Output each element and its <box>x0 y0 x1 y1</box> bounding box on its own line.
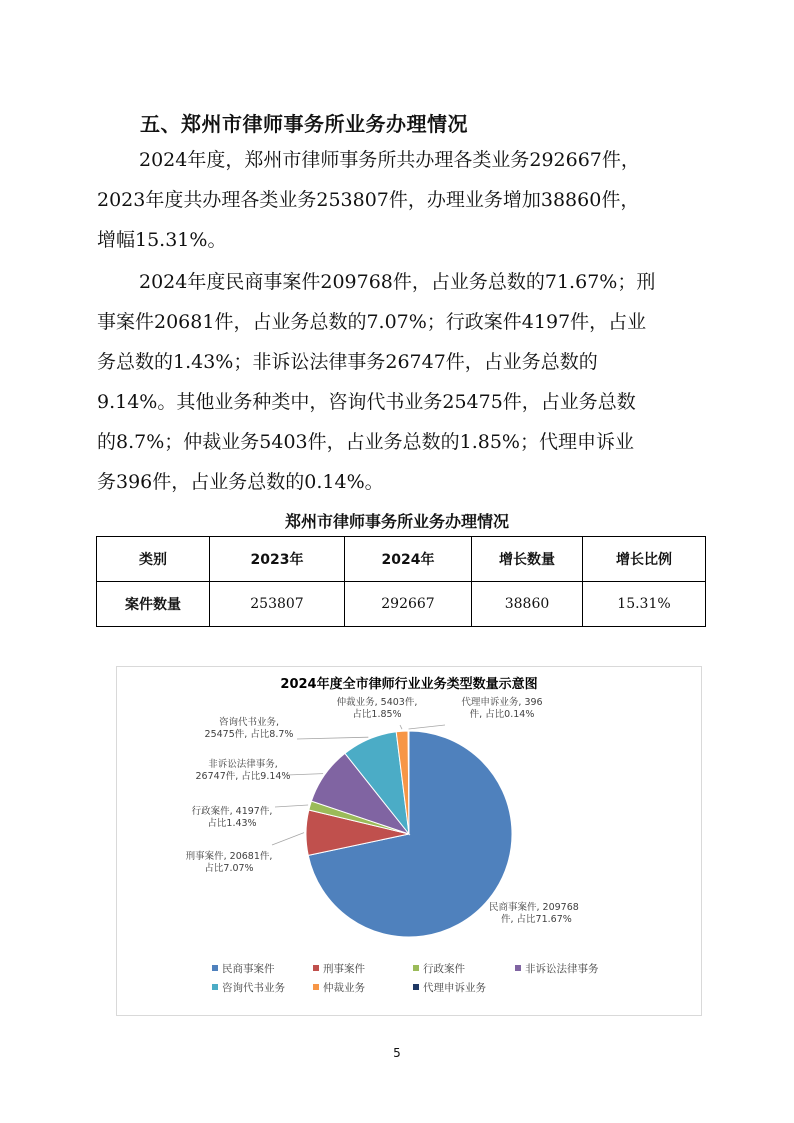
table-header-cell: 2024年 <box>345 537 472 582</box>
table-row <box>97 582 706 627</box>
pie-chart <box>117 667 701 1015</box>
legend-swatch-4 <box>212 984 218 990</box>
paragraph-breakdown <box>97 262 697 502</box>
leader-line-3 <box>287 774 323 775</box>
paragraph-line: 务总数的1.43%；非诉讼法律事务26747件，占业务总数的 <box>97 351 598 373</box>
paragraph-line: 事案件20681件，占业务总数的7.07%；行政案件4197件，占业 <box>97 311 647 333</box>
legend-swatch-6 <box>413 984 419 990</box>
table-header-row <box>97 537 706 582</box>
paragraph-line: 2024年度，郑州市律师事务所共办理各类业务292667件， <box>139 149 640 171</box>
legend-swatch-0 <box>212 965 218 971</box>
paragraph-summary <box>97 140 697 260</box>
data-label-3: 非诉讼法律事务, 26747件, 占比9.14% <box>195 759 291 782</box>
table-cell: 15.31% <box>583 582 706 627</box>
table-cell: 292667 <box>345 582 472 627</box>
leader-line-6 <box>409 725 445 729</box>
legend-swatch-3 <box>515 965 521 971</box>
data-label-4: 咨询代书业务, 25475件, 占比8.7% <box>204 717 294 740</box>
table-header-cell: 增长比例 <box>583 537 706 582</box>
legend-swatch-5 <box>313 984 319 990</box>
table-header-cell: 增长数量 <box>472 537 583 582</box>
legend-label-1: 刑事案件 <box>323 963 365 975</box>
table-cell: 案件数量 <box>97 582 210 627</box>
legend-label-2: 行政案件 <box>423 963 465 975</box>
table-title: 郑州市律师事务所业务办理情况 <box>284 512 509 531</box>
leader-line-2 <box>275 805 308 807</box>
pie-chart-frame <box>116 666 702 1016</box>
paragraph-line: 的8.7%；仲裁业务5403件，占业务总数的1.85%；代理申诉业 <box>97 431 634 453</box>
legend-label-4: 咨询代书业务 <box>222 982 285 994</box>
data-label-1: 刑事案件, 20681件,占比7.07% <box>185 851 273 874</box>
legend-label-0: 民商事案件 <box>222 963 275 975</box>
paragraph-line: 2024年度民商事案件209768件，占业务总数的71.67%；刑 <box>139 271 656 293</box>
paragraph-line: 9.14%。其他业务种类中，咨询代书业务25475件，占业务总数 <box>97 391 636 413</box>
table-header-cell: 2023年 <box>210 537 345 582</box>
leader-line-1 <box>272 833 304 845</box>
paragraph-line: 2023年度共办理各类业务253807件，办理业务增加38860件， <box>97 189 640 211</box>
leader-line-4 <box>297 737 368 739</box>
table-cell: 38860 <box>472 582 583 627</box>
chart-title: 2024年度全市律师行业业务类型数量示意图 <box>280 677 538 692</box>
data-label-0: 民商事案件, 209768 件, 占比71.67% <box>489 902 579 925</box>
paragraph-line: 增幅15.31%。 <box>97 229 227 251</box>
section-heading: 五、郑州市律师事务所业务办理情况 <box>140 112 468 136</box>
table-header-cell: 类别 <box>97 537 210 582</box>
legend-swatch-1 <box>313 965 319 971</box>
legend-label-3: 非诉讼法律事务 <box>525 963 599 975</box>
data-label-6: 代理申诉业务, 396 件, 占比0.14% <box>461 697 543 720</box>
legend-label-5: 仲裁业务 <box>323 982 365 994</box>
page-number: 5 <box>393 1046 401 1060</box>
data-label-2: 行政案件, 4197件,占比1.43% <box>191 806 273 829</box>
paragraph-line: 务396件，占业务总数的0.14%。 <box>97 471 384 493</box>
data-label-5: 仲裁业务, 5403件,占比1.85% <box>336 697 418 720</box>
business-table <box>96 536 706 627</box>
table-cell: 253807 <box>210 582 345 627</box>
legend-label-6: 代理申诉业务 <box>423 982 486 994</box>
legend-swatch-2 <box>413 965 419 971</box>
leader-line-5 <box>400 725 402 729</box>
